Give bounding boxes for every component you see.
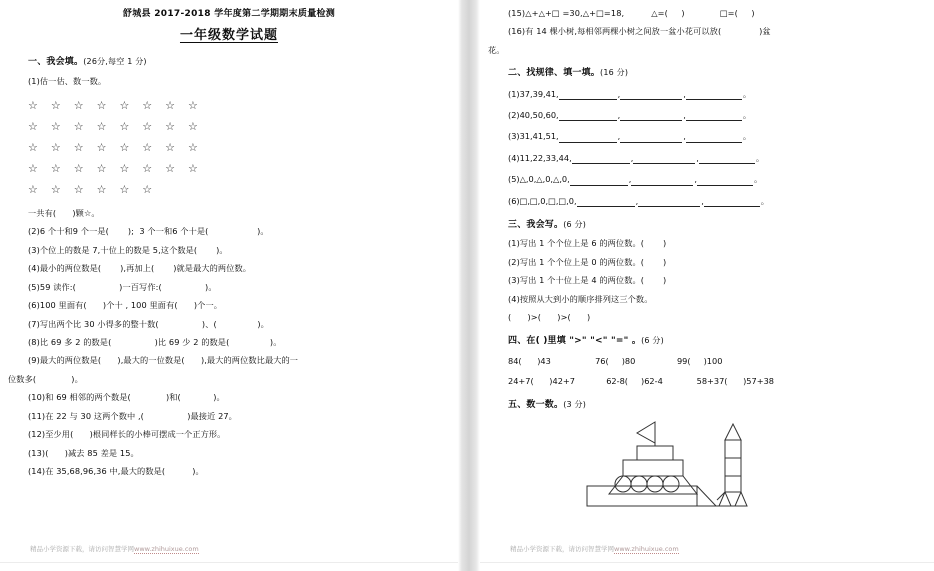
answer-blank[interactable] [699, 154, 755, 164]
question-1-11: (11)在 22 与 30 这两个数中 ,( )最接近 27。 [28, 410, 237, 421]
comma-separator: , [617, 88, 621, 99]
section-1-label: 一、我会填。 [28, 57, 84, 68]
section-3-points: (6 分) [563, 220, 587, 230]
question-1-7: (7)写出两个比 30 小得多的整十数( )、( )。 [28, 318, 269, 329]
period-mark: 。 [760, 195, 769, 206]
answer-blank[interactable] [620, 111, 682, 121]
footer-url[interactable]: www.zhihuixue.com [134, 545, 199, 553]
comma-separator: , [683, 131, 686, 142]
page-right-content [480, 0, 934, 512]
answer-blank[interactable] [638, 197, 700, 207]
wheel-circle [631, 476, 647, 492]
comma-separator: , [628, 174, 632, 185]
sequence-lead: (4)11,22,33,44, [508, 152, 572, 163]
sequence-row-3 [508, 132, 934, 142]
section-4-title [508, 336, 934, 346]
answer-blank[interactable] [620, 133, 682, 143]
section-4-label: 四、在( )里填 ">" "<" "=" 。 [508, 335, 642, 346]
question-1-6: (6)100 里面有( )个十 , 100 里面有( )个一。 [28, 300, 223, 311]
question-1-1: (1)估一估、数一数。 [28, 75, 107, 86]
answer-blank[interactable] [572, 154, 630, 164]
wheel-circle [647, 476, 663, 492]
page-right [480, 0, 934, 571]
star-row: ☆☆☆☆☆☆☆☆ [28, 99, 211, 113]
section-5-title [508, 400, 934, 410]
question-1-15: (15)△+△+□ =30,△+□=18, △=( ) □=( ) [508, 8, 755, 18]
period-mark: 。 [755, 152, 765, 163]
base-rectangle [587, 486, 697, 506]
answer-blank[interactable] [686, 90, 742, 100]
section-5-points: (3 分) [563, 399, 587, 409]
rocket-body-section [725, 458, 741, 476]
page-right-sheet [480, 0, 934, 571]
question-1-12: (12)至少用( )根同样长的小棒可摆成一个正方形。 [28, 429, 226, 440]
section-1-title [28, 57, 458, 67]
answer-blank[interactable] [686, 133, 742, 143]
stars-grid [28, 95, 458, 200]
comparison-row-2: 24+7( )42+7 62-8( )62-4 58+37( )57+38 [508, 376, 775, 387]
rocket-fin-left [719, 492, 731, 506]
sequence-row-5 [508, 175, 934, 185]
section-4-points: (6 分) [641, 335, 664, 345]
comma-separator: , [630, 152, 634, 163]
section-3-label: 三、我会写。 [508, 220, 564, 231]
comma-separator: , [635, 195, 639, 206]
comparison-row-1: 84( )43 76( )80 99( )100 [508, 355, 723, 366]
question-1-8: (8)比 69 多 2 的数是( )比 69 少 2 的数是( )。 [28, 337, 282, 347]
sequence-lead: (6)□,□,0,□,□,0, [508, 195, 577, 206]
comma-separator: , [696, 152, 699, 163]
answer-blank[interactable] [686, 111, 742, 121]
rocket-body-section [725, 440, 741, 458]
comma-separator: , [617, 131, 621, 142]
period-mark: 。 [753, 174, 763, 185]
rocket-nose-cone [725, 424, 741, 440]
star-row: ☆☆☆☆☆☆☆☆ [28, 120, 211, 134]
sequence-lead: (3)31,41,51, [508, 131, 559, 142]
answer-blank[interactable] [620, 90, 682, 100]
question-1-13: (13)( )减去 85 差是 15。 [28, 447, 139, 458]
flag-triangle [637, 422, 655, 443]
rocket-body-section [725, 476, 741, 492]
star-row: ☆☆☆☆☆☆ [28, 183, 166, 197]
sequence-row-4 [508, 154, 934, 164]
question-1-9: (9)最大的两位数是( ),最大的一位数是( ),最大的两位数比最大的一 [28, 355, 299, 366]
section-1-points: (26分,每空 1 分) [83, 57, 147, 67]
section-2-label: 二、找规律、填一填。 [508, 68, 601, 79]
section-2-points: (16 分) [600, 68, 629, 78]
question-1-3: (3)个位上的数是 7,十位上的数是 5,这个数是( )。 [28, 244, 228, 255]
stars-total-line: 一共有( )颗☆。 [28, 208, 100, 219]
section-2-title [508, 68, 934, 78]
answer-blank[interactable] [570, 176, 628, 186]
comma-separator: , [617, 110, 621, 121]
rocket-fin-right [735, 492, 747, 506]
footer-divider [0, 562, 458, 563]
page-right-footer [480, 544, 934, 553]
page-left-footer [0, 544, 458, 553]
footer-url[interactable]: www.zhihuixue.com [614, 545, 679, 553]
hull-upper-box [623, 460, 683, 476]
wheel-circle [663, 476, 679, 492]
page-gutter [458, 0, 480, 571]
star-row: ☆☆☆☆☆☆☆☆ [28, 162, 211, 176]
question-1-9-cont: 位数多( )。 [8, 373, 83, 384]
answer-blank[interactable] [704, 197, 760, 207]
period-mark: 。 [742, 131, 752, 142]
comma-separator: , [701, 195, 704, 206]
page-title: 一年级数学试题 [179, 28, 278, 44]
answer-blank[interactable] [559, 133, 617, 143]
footer-text: 精品小学资源下载，请访问智慧学网 [510, 545, 614, 553]
answer-blank[interactable] [559, 111, 617, 121]
answer-blank[interactable] [633, 154, 695, 164]
question-3-4: (4)按照从大到小的顺序排列这三个数。 [508, 293, 653, 304]
comma-separator: , [694, 174, 697, 185]
page-left-sheet [0, 0, 458, 571]
question-1-16: (16)有 14 棵小树,每相邻两棵小树之间放一盆小花可以放( )盆 [508, 26, 771, 37]
question-1-14: (14)在 35,68,96,36 中,最大的数是( )。 [28, 465, 204, 476]
comma-separator: , [683, 110, 686, 121]
sequence-lead: (2)40,50,60, [508, 110, 559, 121]
period-mark: 。 [742, 88, 752, 99]
sequence-row-2 [508, 111, 934, 121]
question-1-10: (10)和 69 相邻的两个数是( )和( )。 [28, 392, 225, 403]
turret-box [637, 446, 673, 460]
footer-divider [480, 562, 934, 563]
sequence-row-6 [508, 197, 934, 207]
question-1-2: (2)6 个十和9 个一是( ); 3 个一和6 个十是( )。 [28, 226, 269, 237]
answer-blank[interactable] [631, 176, 693, 186]
question-3-3: (3)写出 1 个十位上是 4 的两位数。( ) [508, 275, 667, 286]
section-3-title [508, 220, 934, 230]
page-left-content [0, 0, 458, 476]
shape-counting-figure [575, 416, 934, 512]
page-left [0, 0, 458, 571]
tank-and-rocket-drawing [575, 416, 815, 508]
sequence-lead: (5)△,0,△,0,△,0, [508, 174, 570, 185]
sequence-row-1 [508, 90, 934, 100]
answer-blank[interactable] [577, 197, 635, 207]
question-3-4-answer-blanks: ( )>( )>( ) [508, 312, 591, 323]
footer-text: 精品小学资源下载，请访问智慧学网 [30, 545, 134, 553]
question-1-4: (4)最小的两位数是( ),再加上( )就是最大的两位数。 [28, 263, 252, 274]
answer-blank[interactable] [697, 176, 753, 186]
question-1-5: (5)59 读作:( )一百写作:( )。 [28, 281, 217, 292]
answer-blank[interactable] [559, 90, 617, 100]
exam-header: 舒城县 2017-2018 学年度第二学期期末质量检测 [122, 9, 336, 19]
section-5-label: 五、数一数。 [508, 399, 564, 410]
period-mark: 。 [742, 110, 752, 121]
question-3-2: (2)写出 1 个个位上是 0 的两位数。( ) [508, 256, 667, 267]
base-diagonal [697, 486, 716, 506]
sequence-lead: (1)37,39,41, [508, 88, 559, 99]
star-row: ☆☆☆☆☆☆☆☆ [28, 141, 211, 155]
question-3-1: (1)写出 1 个个位上是 6 的两位数。( ) [508, 238, 667, 249]
comma-separator: , [683, 88, 686, 99]
question-1-16-cont: 花。 [488, 44, 505, 55]
